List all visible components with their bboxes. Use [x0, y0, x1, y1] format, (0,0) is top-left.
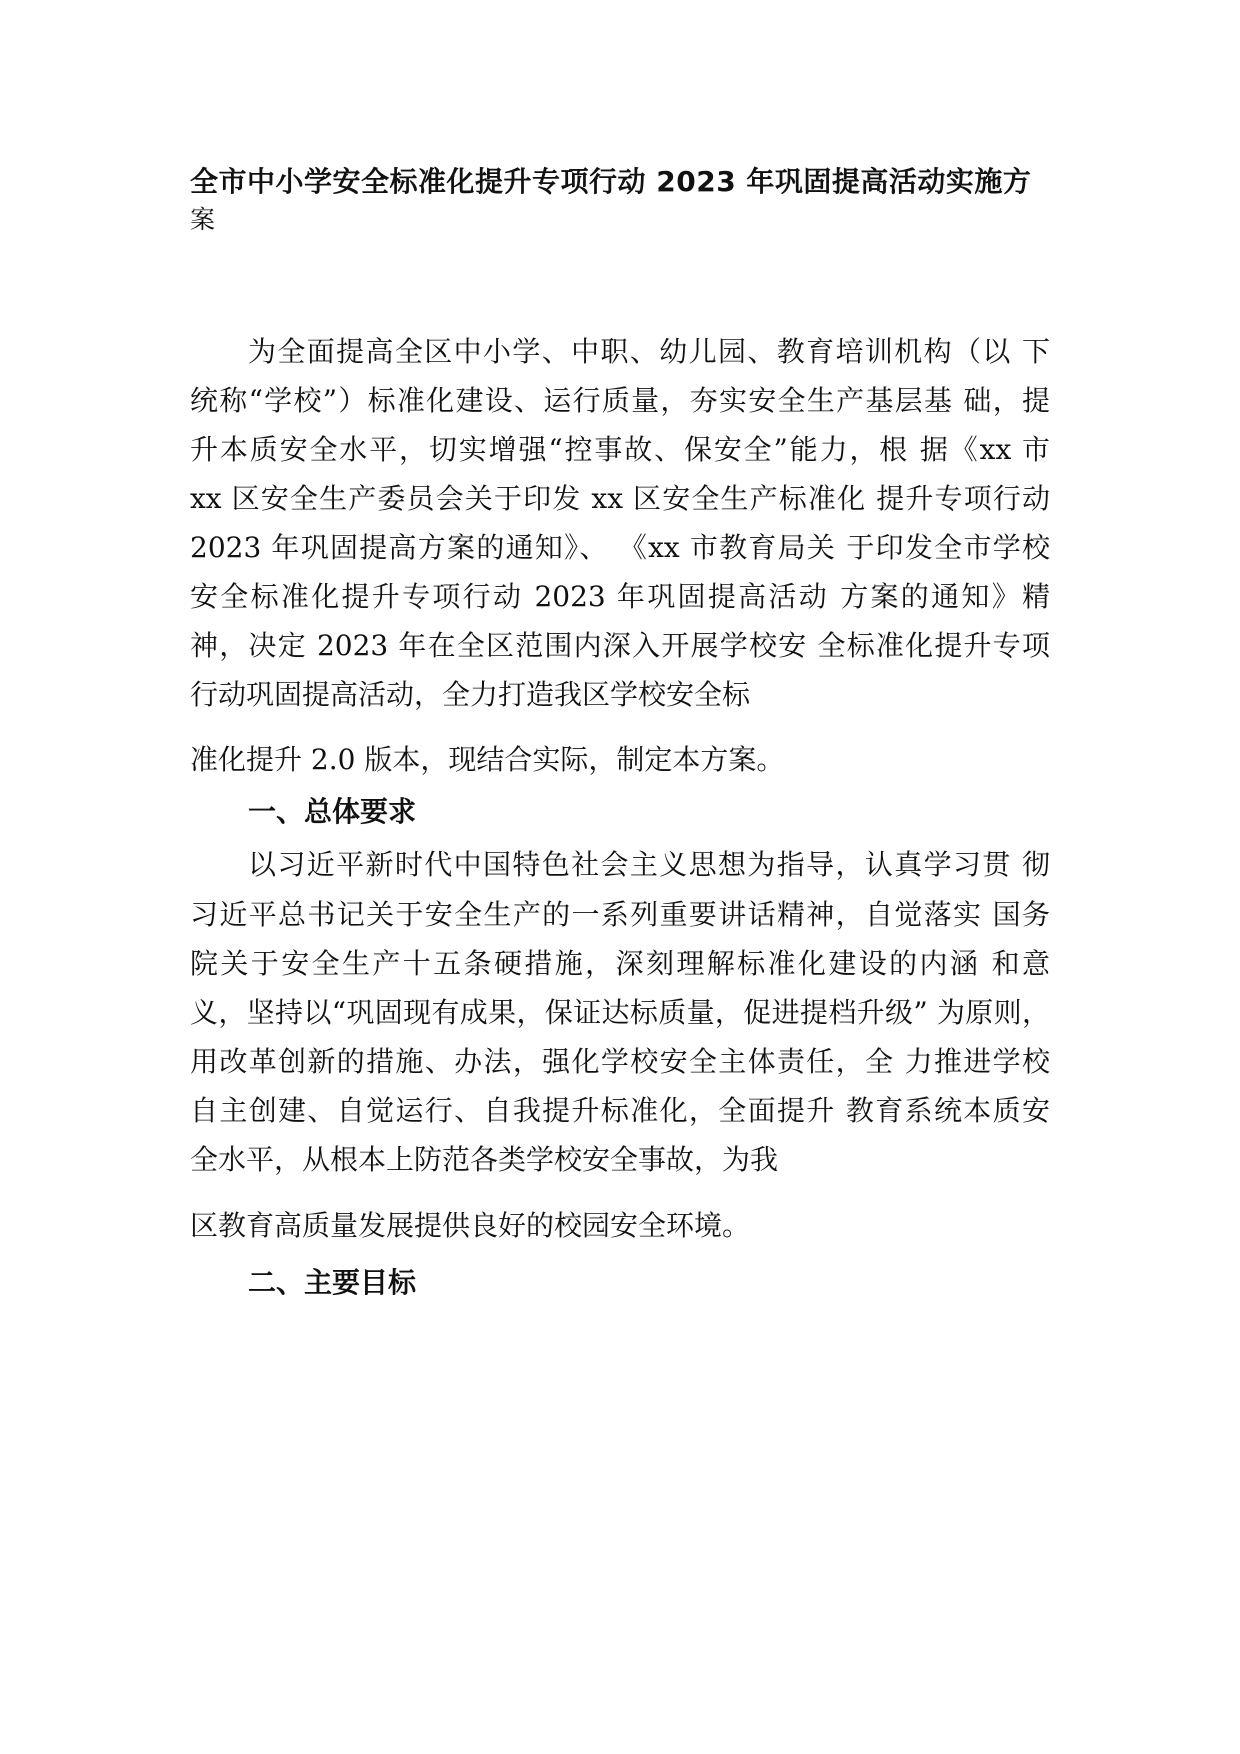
- paragraph-1-line-8: 行动巩固提高活动，全力打造我区学校安全标: [190, 678, 751, 711]
- paragraph-1-line-1: 为全面提高全区中小学、中职、幼儿园、教育培训机构（以 下: [248, 335, 1050, 368]
- paragraph-1-line-7: 神，决定 2023 年在全区范围内深入开展学校安 全标准化提升专项: [190, 629, 1050, 662]
- paragraph-2-line-7: 全水平，从根本上防范各类学校安全事故，为我: [190, 1143, 779, 1176]
- paragraph-2-line-3: 院关于安全生产十五条硬措施，深刻理解标准化建设的内涵 和意: [190, 947, 1050, 980]
- paragraph-2-tail: 区教育高质量发展提供良好的校园安全环境。: [190, 1209, 751, 1242]
- paragraph-2-line-1: 以习近平新时代中国特色社会主义思想为指导，认真学习贯 彻: [248, 848, 1050, 881]
- section-heading-2: 二、主要目标: [248, 1266, 417, 1299]
- paragraph-2-line-2: 习近平总书记关于安全生产的一系列重要讲话精神，自觉落实 国务: [190, 898, 1050, 931]
- document-title-line-1: 全市中小学安全标准化提升专项行动 2023 年巩固提高活动实施方: [190, 165, 1032, 198]
- section-heading-1: 一、总体要求: [248, 795, 417, 828]
- paragraph-1-line-4: xx 区安全生产委员会关于印发 xx 区安全生产标准化 提升专项行动: [190, 482, 1050, 515]
- paragraph-2-line-6: 自主创建、自觉运行、自我提升标准化，全面提升 教育系统本质安: [190, 1094, 1050, 1127]
- paragraph-1-tail: 准化提升 2.0 版本，现结合实际，制定本方案。: [190, 743, 785, 776]
- paragraph-1-line-6: 安全标准化提升专项行动 2023 年巩固提高活动 方案的通知》精: [190, 580, 1050, 613]
- paragraph-2-line-5: 用改革创新的措施、办法，强化学校安全主体责任，全 力推进学校: [190, 1045, 1050, 1078]
- paragraph-1-line-5: 2023 年巩固提高方案的通知》、 《xx 市教育局关 于印发全市学校: [190, 531, 1050, 564]
- paragraph-1-line-2: 统称“学校”）标准化建设、运行质量，夯实安全生产基层基 础，提: [190, 384, 1050, 417]
- paragraph-1-line-3: 升本质安全水平，切实增强“控事故、保安全”能力，根 据《xx 市: [190, 433, 1050, 466]
- paragraph-2-line-4: 义，坚持以“巩固现有成果，保证达标质量，促进提档升级” 为原则，: [190, 996, 1050, 1029]
- document-title-line-2: 案: [190, 205, 216, 234]
